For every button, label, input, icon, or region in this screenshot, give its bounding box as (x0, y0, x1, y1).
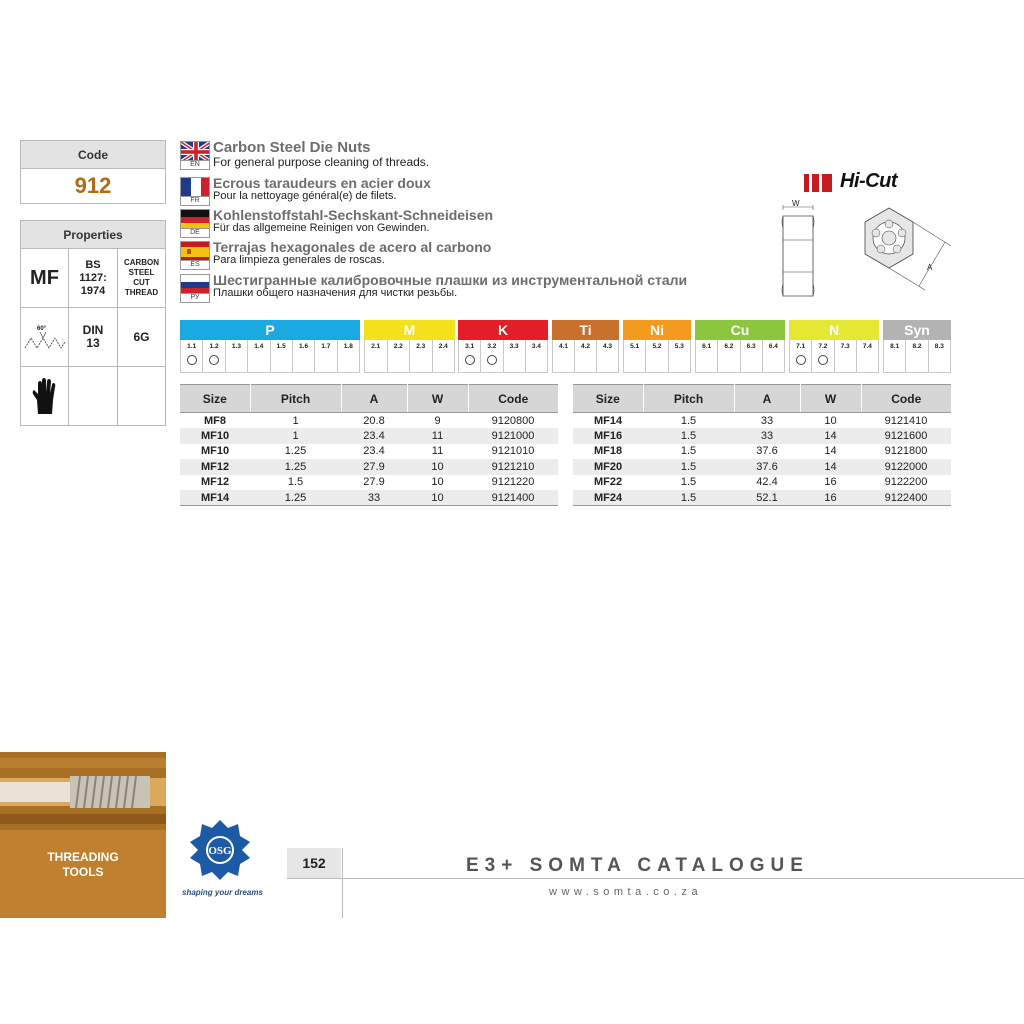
material-subgroup (929, 340, 950, 372)
material-subgroup (459, 340, 481, 372)
cell-size: MF14 (593, 414, 623, 427)
language-code: DE (180, 229, 210, 238)
material-subgroup-label: 5.3 (674, 343, 684, 350)
cell-w: 14 (800, 428, 861, 444)
material-subgroup (906, 340, 928, 372)
material-group-header: Syn (883, 320, 951, 340)
section-tab[interactable] (0, 830, 166, 918)
table-row (573, 413, 951, 429)
cell-w: 11 (407, 428, 468, 444)
cell-size: MF20 (573, 459, 643, 475)
thread-angle-label: 60° (36, 326, 46, 332)
material-group-header: Ni (623, 320, 691, 340)
language-subtitle: For general purpose cleaning of threads. (213, 155, 430, 169)
cell-a: 23.4 (363, 445, 385, 458)
cell-size: MF8 (204, 414, 226, 427)
cell-a: 42.4 (756, 476, 778, 489)
material-subgroup-label: 7.2 (818, 343, 828, 350)
material-subgroup-label: 1.4 (254, 343, 264, 350)
col-w: W (800, 385, 861, 413)
material-group-ti (552, 320, 619, 373)
spain-flag-icon (180, 241, 210, 261)
material-subgroup-label: 4.1 (558, 343, 569, 350)
cell-pitch: 1.5 (643, 459, 734, 475)
thread-profile-icon (23, 322, 67, 352)
cell-a: 37.6 (756, 445, 778, 458)
cell-pitch: 1.5 (680, 445, 697, 458)
material-subgroup (718, 340, 740, 372)
material-subgroup (203, 340, 225, 372)
col-a: A (734, 385, 800, 413)
material-subgroup-label: 7.4 (862, 343, 872, 350)
thread-type: MF (21, 249, 69, 308)
material-subgroup (790, 340, 812, 372)
col-code: Code (468, 385, 558, 413)
section-line: TOOLS (62, 865, 104, 879)
material-group-header: Cu (695, 320, 785, 340)
material-group-header: K (458, 320, 548, 340)
hi-cut-logo (804, 172, 954, 194)
process-line: THREAD (124, 288, 159, 297)
cell-w: 14 (824, 445, 837, 458)
code-header: Code (21, 141, 165, 169)
suitability-circle-icon (796, 355, 806, 365)
cell-a: 27.9 (363, 476, 385, 489)
cell-code: 9121410 (884, 414, 928, 427)
material-subgroup-label: 1.6 (299, 343, 309, 350)
material-subgroup (410, 340, 433, 372)
table-row (573, 490, 951, 506)
die-nut-drawing (775, 198, 955, 300)
hi-cut-logo-text: Hi-Cut (840, 170, 897, 192)
material-subgroup-label: 7.1 (796, 343, 806, 350)
cell-w: 10 (407, 490, 468, 506)
material-subgroup (481, 340, 503, 372)
cell-size: MF18 (593, 445, 623, 458)
cell-w: 16 (800, 490, 861, 506)
tap-photo (0, 752, 166, 830)
language-subtitle: Плашки общего назначения для чистки резьбы. (213, 287, 458, 299)
material-group-header: Ti (552, 320, 619, 340)
cell-code: 9121400 (468, 490, 558, 506)
cell-a: 33 (760, 414, 774, 427)
material-subgroup-label: 6.1 (702, 343, 712, 350)
cell-code: 9122200 (884, 476, 928, 489)
cell-w: 9 (434, 414, 441, 427)
material-subgroup (248, 340, 270, 372)
material-subgroup (575, 340, 597, 372)
process-line: STEEL (128, 268, 155, 277)
table-row (180, 428, 558, 444)
cell-a: 33 (341, 490, 407, 506)
material-subgroup (338, 340, 359, 372)
material-subgroup-label: 1.2 (209, 343, 219, 350)
language-code: ES (180, 261, 210, 270)
cell-a: 37.6 (734, 459, 800, 475)
material-group-syn (883, 320, 951, 373)
material-subgroup (696, 340, 718, 372)
glove-icon (32, 378, 58, 416)
empty-cell (118, 367, 165, 426)
language-title: Carbon Steel Die Nuts (213, 139, 371, 156)
cell-pitch: 1 (292, 414, 299, 427)
material-subgroup-label: 6.4 (768, 343, 778, 350)
material-subgroup-label: 1.8 (343, 343, 353, 350)
material-subgroup (812, 340, 834, 372)
language-subtitle: Para limpieza generales de roscas. (213, 254, 385, 266)
material-group-header: N (789, 320, 879, 340)
table-row (573, 428, 951, 444)
cell-size: MF16 (573, 428, 643, 444)
material-group-k (458, 320, 548, 373)
cell-code: 9121800 (884, 445, 928, 458)
cell-pitch: 1.5 (643, 428, 734, 444)
properties-box (20, 220, 166, 426)
material-subgroup (646, 340, 668, 372)
cell-code: 9121220 (491, 476, 535, 489)
table-row (573, 444, 951, 460)
size-table-left (180, 384, 558, 506)
germany-flag-icon (180, 209, 210, 229)
table-row (180, 490, 558, 506)
material-subgroup-label: 2.3 (416, 343, 426, 350)
footer-divider-horizontal (287, 878, 1024, 879)
tagline: shaping your dreams (182, 888, 263, 897)
material-subgroup-label: 1.1 (187, 343, 197, 350)
material-subgroup-label: 1.3 (231, 343, 241, 350)
cell-pitch: 1 (250, 428, 341, 444)
material-subgroup (293, 340, 315, 372)
material-subgroup-label: 8.1 (890, 343, 900, 350)
material-subgroup-label: 5.2 (652, 343, 662, 350)
material-subgroup (271, 340, 293, 372)
language-subtitle: Pour la nettoyage général(e) de filets. (213, 190, 397, 202)
din-cell (69, 308, 118, 367)
standard-line: 1127: (79, 271, 107, 284)
language-title: Шестигранные калибровочные плашки из инструментальной стали (213, 272, 688, 288)
material-subgroup (433, 340, 455, 372)
cell-code: 9122400 (861, 490, 951, 506)
material-subgroup (388, 340, 411, 372)
cell-pitch: 1.5 (680, 414, 697, 427)
material-subgroup-label: 3.4 (531, 343, 541, 350)
cell-pitch: 1.25 (250, 490, 341, 506)
cell-w: 16 (824, 476, 837, 489)
col-pitch: Pitch (643, 385, 734, 413)
cell-size: MF14 (180, 490, 250, 506)
table-row (180, 444, 558, 460)
language-code: FR (180, 197, 210, 206)
material-group-m (364, 320, 455, 373)
material-subgroup-label: 6.2 (724, 343, 734, 350)
cell-w: 10 (824, 414, 837, 427)
material-group-ni (623, 320, 691, 373)
material-subgroup (763, 340, 784, 372)
cell-code: 9121210 (468, 459, 558, 475)
cell-code: 9122000 (861, 459, 951, 475)
uk-flag-icon (180, 141, 210, 161)
cell-a: 33 (734, 428, 800, 444)
cell-w: 11 (431, 445, 444, 458)
material-subgroup (365, 340, 388, 372)
material-subgroup-label: 4.3 (602, 343, 613, 350)
material-group-header: P (180, 320, 360, 340)
language-subtitle: Für das allgemeine Reinigen von Gewinden. (213, 222, 430, 234)
cell-code: 9120800 (491, 414, 535, 427)
material-group-cu (695, 320, 785, 373)
material-subgroup (835, 340, 857, 372)
material-subgroup (504, 340, 526, 372)
language-code: EN (180, 161, 210, 170)
material-subgroup-label: 1.7 (321, 343, 331, 350)
code-value: 912 (74, 173, 112, 198)
properties-header: Properties (21, 221, 165, 249)
din-line: 13 (86, 336, 100, 350)
website-url[interactable]: www.somta.co.za (549, 886, 703, 898)
suitability-circle-icon (465, 355, 475, 365)
cell-pitch: 1.25 (284, 445, 307, 458)
language-code: РУ (180, 294, 210, 303)
cell-pitch: 1.5 (643, 490, 734, 506)
cell-size: MF10 (200, 445, 230, 458)
footer-divider-vertical (342, 848, 343, 918)
material-subgroup-label: 2.2 (393, 343, 403, 350)
material-subgroup (624, 340, 646, 372)
material-subgroup-label: 8.3 (934, 343, 944, 350)
material-subgroup-label: 3.3 (509, 343, 519, 350)
material-subgroup (597, 340, 618, 372)
suitability-circle-icon (187, 355, 197, 365)
material-subgroup (553, 340, 575, 372)
material-subgroup (857, 340, 878, 372)
cell-w: 10 (431, 476, 444, 489)
col-a: A (341, 385, 407, 413)
cell-code: 9121010 (491, 445, 535, 458)
standard-line: 1974 (80, 284, 106, 297)
a-dimension-label: A (927, 263, 933, 272)
cell-size: MF10 (180, 428, 250, 444)
suitability-circle-icon (487, 355, 497, 365)
din-line: DIN (82, 323, 104, 337)
w-dimension-label: W (792, 199, 800, 208)
cell-a: 27.9 (341, 459, 407, 475)
size-table-right (573, 384, 951, 506)
process-cell (118, 249, 165, 308)
standard-line: BS (85, 258, 101, 271)
material-subgroup (741, 340, 763, 372)
material-subgroup-label: 2.1 (371, 343, 381, 350)
france-flag-icon (180, 177, 210, 197)
cell-w: 10 (407, 459, 468, 475)
cell-size: MF12 (180, 459, 250, 475)
language-title: Terrajas hexagonales de acero al carbono (213, 239, 492, 255)
page-number: 152 (287, 848, 341, 878)
cell-a: 20.8 (363, 414, 385, 427)
code-box (20, 140, 166, 204)
thread-angle-cell (21, 308, 69, 367)
material-subgroup (315, 340, 337, 372)
material-subgroup-label: 4.2 (580, 343, 591, 350)
russia-flag-icon (180, 274, 210, 294)
table-row (573, 459, 951, 475)
suitability-circle-icon (818, 355, 828, 365)
osg-logo (190, 818, 250, 882)
cell-pitch: 1.25 (250, 459, 341, 475)
threading-tap-image (0, 752, 166, 830)
material-subgroup-label: 3.1 (465, 343, 475, 350)
material-subgroup-label: 6.3 (746, 343, 756, 350)
process-line: CUT (133, 278, 150, 287)
cell-w: 14 (800, 459, 861, 475)
col-size: Size (573, 385, 643, 413)
cell-pitch: 1.5 (680, 476, 697, 489)
cell-pitch: 1.5 (287, 476, 304, 489)
material-subgroup (181, 340, 203, 372)
col-pitch: Pitch (250, 385, 341, 413)
empty-cell (69, 367, 118, 426)
material-group-n (789, 320, 879, 373)
material-subgroup-label: 8.2 (912, 343, 922, 350)
col-code: Code (861, 385, 951, 413)
glove-cell (21, 367, 69, 426)
col-size: Size (180, 385, 250, 413)
material-subgroup (669, 340, 690, 372)
col-w: W (407, 385, 468, 413)
cell-size: MF12 (200, 476, 230, 489)
suitability-circle-icon (209, 355, 219, 365)
cell-a: 52.1 (734, 490, 800, 506)
material-subgroup-label: 5.1 (630, 343, 640, 350)
osg-logo-text: OSG (208, 845, 232, 857)
hi-cut-bars-icon (804, 174, 836, 192)
material-subgroup (226, 340, 248, 372)
cell-code: 9121000 (468, 428, 558, 444)
standard-cell (69, 249, 118, 308)
language-title: Ecrous taraudeurs en acier doux (213, 175, 431, 191)
material-group-p (180, 320, 360, 373)
cell-a: 23.4 (341, 428, 407, 444)
table-row (180, 475, 558, 491)
language-title: Kohlenstoffstahl-Sechskant-Schneideisen (213, 207, 494, 223)
cell-size: MF24 (573, 490, 643, 506)
table-row (180, 459, 558, 475)
material-subgroup-label: 1.5 (276, 343, 286, 350)
process-line: CARBON (123, 258, 160, 267)
table-row (573, 475, 951, 491)
material-group-header: M (364, 320, 455, 340)
tolerance-class: 6G (118, 308, 165, 367)
material-subgroup-label: 2.4 (438, 343, 448, 350)
section-line: THREADING (47, 850, 119, 864)
material-subgroup (884, 340, 906, 372)
material-subgroup-label: 3.2 (487, 343, 497, 350)
material-subgroup (526, 340, 547, 372)
material-subgroup-label: 7.3 (840, 343, 850, 350)
cell-size: MF22 (593, 476, 623, 489)
catalogue-title: E3+ SOMTA CATALOGUE (466, 855, 809, 876)
cell-code: 9121600 (861, 428, 951, 444)
table-row (180, 413, 558, 429)
